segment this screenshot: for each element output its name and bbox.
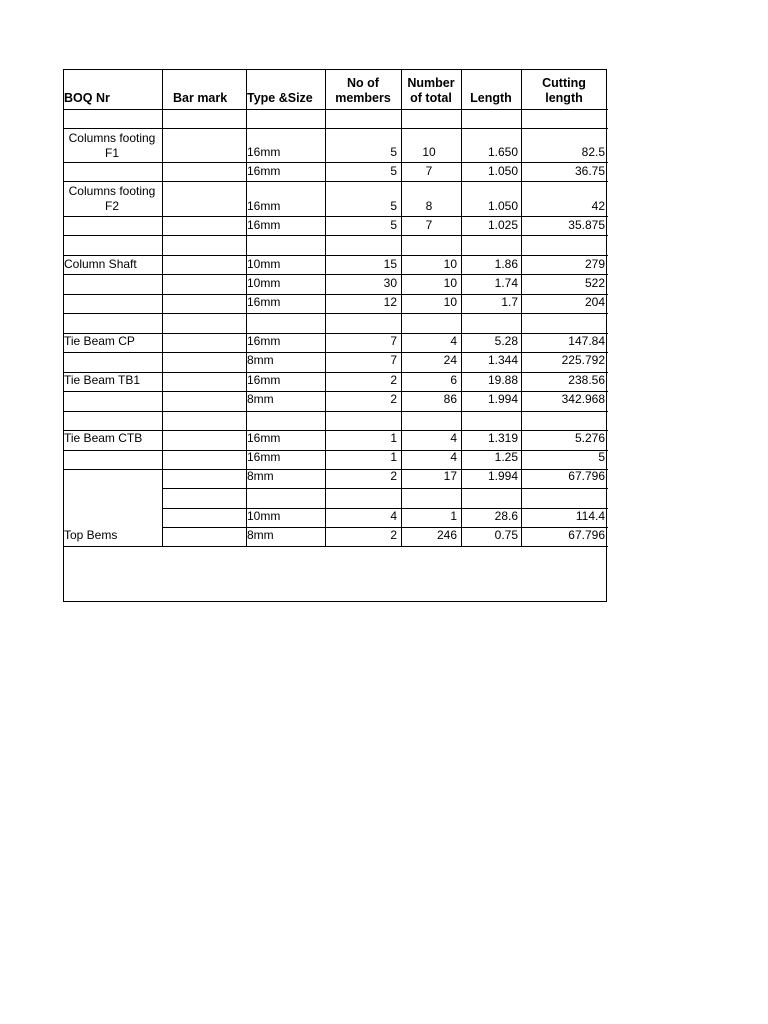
- grid-line: [64, 235, 608, 236]
- cell-cutting: 147.84: [568, 334, 605, 348]
- cell-type: 10mm: [247, 276, 281, 290]
- grid-line: [64, 255, 608, 256]
- cell-type: 16mm: [247, 199, 281, 213]
- header-type-size: Type &Size: [247, 91, 313, 105]
- group-columns-footing-f2: [63, 184, 161, 214]
- cell-total: 6: [450, 373, 457, 387]
- cell-type: 16mm: [247, 145, 281, 159]
- group-tie-beam-cp: Tie Beam CP: [64, 334, 135, 348]
- cell-total: 7: [425, 164, 433, 178]
- cell-cutting: 67.796: [568, 469, 605, 483]
- group-columns-footing-f1: [63, 131, 161, 161]
- cell-total: 17: [443, 469, 457, 483]
- header-bar-mark: Bar mark: [173, 91, 228, 105]
- cell-type: 16mm: [247, 218, 281, 232]
- cell-length: 1.344: [487, 353, 518, 367]
- header-total: [401, 76, 461, 106]
- cell-length: 5.28: [494, 334, 518, 348]
- cell-members: 5: [390, 164, 397, 178]
- cell-length: 1.050: [487, 199, 518, 213]
- cell-length: 1.994: [487, 392, 518, 406]
- cell-cutting: 36.75: [574, 164, 605, 178]
- cell-members: 7: [390, 353, 397, 367]
- grid-line: [64, 546, 608, 547]
- group-label-line2: F1: [104, 146, 119, 160]
- cell-total: 10: [443, 295, 457, 309]
- cell-members: 1: [390, 450, 397, 464]
- cell-length: 1.74: [494, 276, 518, 290]
- grid-line: [64, 128, 608, 129]
- cell-members: 5: [390, 199, 397, 213]
- header-total-line2: of total: [410, 91, 452, 105]
- cell-total: 10: [422, 145, 436, 159]
- header-cutting-line2: length: [545, 91, 583, 105]
- cell-cutting: 225.792: [561, 353, 605, 367]
- cell-cutting: 5: [598, 450, 605, 464]
- cell-cutting: 67.796: [568, 528, 605, 542]
- cell-members: 30: [383, 276, 397, 290]
- cell-members: 2: [390, 469, 397, 483]
- cell-total: 8: [425, 199, 433, 213]
- grid-line: [162, 70, 163, 546]
- cell-members: 2: [390, 392, 397, 406]
- cell-length: 1.050: [487, 164, 518, 178]
- cell-length: 19.88: [487, 373, 518, 387]
- cell-cutting: 238.56: [568, 373, 605, 387]
- header-total-line1: Number: [407, 76, 455, 90]
- grid-line: [64, 411, 608, 412]
- cell-cutting: 204: [584, 295, 605, 309]
- cell-type: 8mm: [247, 469, 274, 483]
- grid-line: [64, 274, 608, 275]
- grid-line: [64, 313, 608, 314]
- cell-length: 1.86: [494, 257, 518, 271]
- cell-cutting: 42: [591, 199, 605, 213]
- cell-type: 8mm: [247, 353, 274, 367]
- cell-cutting: 35.875: [568, 218, 605, 232]
- header-cutting-length: [521, 76, 607, 106]
- group-label-line1: Columns footing: [68, 131, 156, 145]
- cell-total: 10: [443, 257, 457, 271]
- group-tie-beam-ctb: Tie Beam CTB: [64, 431, 143, 445]
- cell-cutting: 522: [584, 276, 605, 290]
- cell-type: 16mm: [247, 431, 281, 445]
- grid-line: [64, 216, 608, 217]
- cell-length: 1.319: [487, 431, 518, 445]
- cell-total: 4: [450, 431, 457, 445]
- cell-members: 5: [390, 145, 397, 159]
- header-cutting-line1: Cutting: [542, 76, 586, 90]
- cell-type: 10mm: [247, 509, 281, 523]
- cell-total: 24: [443, 353, 457, 367]
- cell-length: 1.025: [487, 218, 518, 232]
- cell-length: 1.994: [487, 469, 518, 483]
- cell-total: 4: [450, 334, 457, 348]
- cell-members: 5: [390, 218, 397, 232]
- cell-members: 2: [390, 373, 397, 387]
- group-tie-beam-tb1: Tie Beam TB1: [64, 373, 141, 387]
- cell-cutting: 279: [584, 257, 605, 271]
- header-boq: BOQ Nr: [64, 91, 110, 105]
- group-label-line1: Columns footing: [68, 184, 156, 198]
- cell-members: 1: [390, 431, 397, 445]
- header-members-line2: members: [335, 91, 391, 105]
- cell-type: 16mm: [247, 295, 281, 309]
- cell-total: 246: [436, 528, 457, 542]
- cell-total: 4: [450, 450, 457, 464]
- header-length: Length: [470, 91, 512, 105]
- cell-type: 10mm: [247, 257, 281, 271]
- group-column-shaft: Column Shaft: [64, 257, 137, 271]
- cell-type: 16mm: [247, 450, 281, 464]
- cell-members: 4: [390, 509, 397, 523]
- cell-type: 8mm: [247, 528, 274, 542]
- cell-total: 1: [450, 509, 457, 523]
- cell-total: 7: [425, 218, 433, 232]
- cell-cutting: 5.276: [574, 431, 605, 445]
- cell-cutting: 114.4: [575, 509, 605, 523]
- header-members-line1: No of: [347, 76, 379, 90]
- cell-length: 1.650: [487, 145, 518, 159]
- cell-type: 16mm: [247, 334, 281, 348]
- cell-members: 15: [383, 257, 397, 271]
- cell-cutting: 342.968: [561, 392, 605, 406]
- cell-members: 7: [390, 334, 397, 348]
- grid-line: [162, 488, 608, 489]
- cell-length: 1.25: [494, 450, 518, 464]
- grid-line: [64, 162, 608, 163]
- cell-length: 28.6: [494, 509, 518, 523]
- cell-length: 0.75: [494, 528, 518, 542]
- group-label-line2: F2: [104, 199, 119, 213]
- cell-cutting: 82.5: [581, 145, 605, 159]
- cell-members: 2: [390, 528, 397, 542]
- group-top-beams: Top Bems: [64, 528, 118, 542]
- cell-total: 86: [443, 392, 457, 406]
- grid-line: [64, 181, 608, 182]
- header-members: [325, 76, 401, 106]
- cell-total: 10: [443, 276, 457, 290]
- cell-type: 8mm: [247, 392, 274, 406]
- cell-type: 16mm: [247, 164, 281, 178]
- cell-members: 12: [383, 295, 397, 309]
- cell-length: 1.7: [501, 295, 518, 309]
- grid-line: [64, 109, 608, 110]
- cell-type: 16mm: [247, 373, 281, 387]
